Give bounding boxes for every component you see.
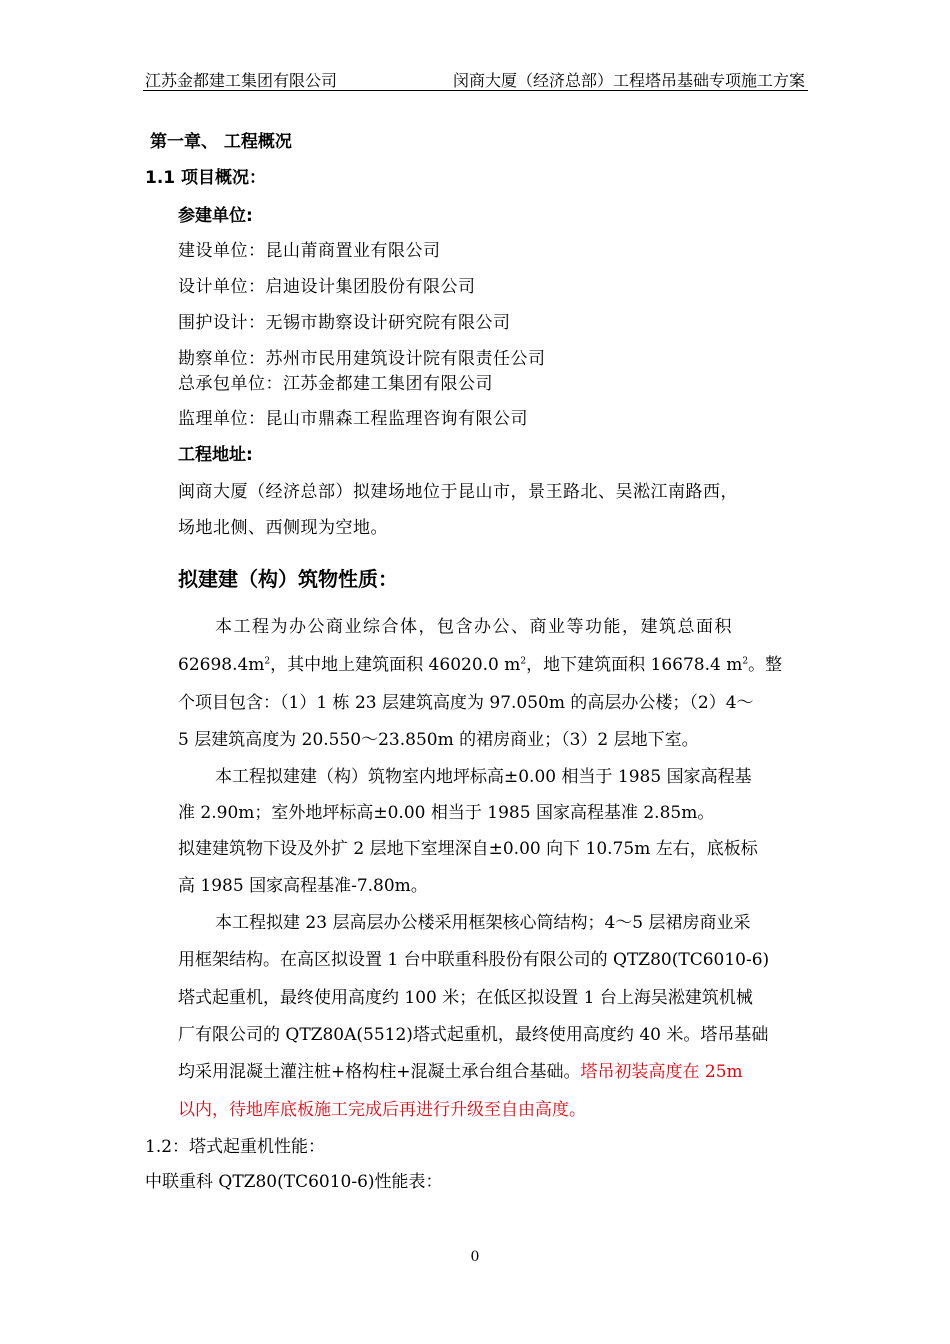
participant-owner: 建设单位：昆山莆商置业有限公司 xyxy=(178,241,441,261)
performance-table-caption: 中联重科 QTZ80(TC6010-6)性能表： xyxy=(145,1172,443,1192)
address-line-1: 闽商大厦（经济总部）拟建场地位于昆山市，景王路北、吴淞江南路西， xyxy=(178,482,738,502)
initial-height-note: 塔吊初装高度在 25m xyxy=(580,1062,743,1082)
para1-line2 xyxy=(178,650,782,675)
section-1-2-heading: 1.2：塔式起重机性能： xyxy=(145,1137,326,1157)
foundation-type: 均采用混凝土灌注桩+格构柱+混凝土承台组合基础。 xyxy=(178,1062,581,1082)
para4-line4: 厂有限公司的 QTZ80A(5512)塔式起重机，最终使用高度约 40 米。塔吊基础 xyxy=(178,1025,769,1045)
header-divider xyxy=(143,90,808,91)
page-number: 0 xyxy=(470,1249,480,1265)
participant-survey: 勘察单位：苏州市民用建筑设计院有限责任公司 xyxy=(178,349,546,369)
above-ground-area: ，其中地上建筑面积 46020.0 m xyxy=(270,655,521,675)
para2-line2: 准 2.90m；室外地坪标高±0.00 相当于 1985 国家高程基准 2.85m。 xyxy=(178,803,715,823)
area-unit-superscript: 2 xyxy=(264,656,271,667)
para4-line3: 塔式起重机，最终使用高度约 100 米；在低区拟设置 1 台上海吴淞建筑机械 xyxy=(178,988,753,1008)
address-heading: 工程地址: xyxy=(178,445,253,465)
section-1-1-heading: 1.1 项目概况： xyxy=(145,168,267,188)
underground-area: ，地下建筑面积 16678.4 m xyxy=(526,655,743,675)
area-unit-superscript: 2 xyxy=(742,656,749,667)
participant-supervisor: 监理单位：昆山市鼎森工程监理咨询有限公司 xyxy=(178,409,528,429)
para3-line1: 拟建建筑物下设及外扩 2 层地下室埋深自±0.00 向下 10.75m 左右，底板标 xyxy=(178,839,758,859)
para4-line6: 以内，待地库底板施工完成后再进行升级至自由高度。 xyxy=(178,1100,586,1120)
para3-line2: 高 1985 国家高程基准-7.80m。 xyxy=(178,876,428,896)
header-document-title: 闵商大厦（经济总部）工程塔吊基础专项施工方案 xyxy=(452,71,805,90)
para1-line3: 个项目包含：（1）1 栋 23 层建筑高度为 97.050m 的高层办公楼；（2）4～ xyxy=(178,693,754,713)
chapter-title: 第一章、 工程概况 xyxy=(150,132,292,152)
para4-line2: 用框架结构。在高区拟设置 1 台中联重科股份有限公司的 QTZ80(TC6010-6) xyxy=(178,950,770,970)
area-unit-superscript: 2 xyxy=(520,656,527,667)
participants-heading: 参建单位: xyxy=(178,206,253,226)
address-line-2: 场地北侧、西侧现为空地。 xyxy=(178,518,388,538)
para1-line4: 5 层建筑高度为 20.550～23.850m 的裙房商业；（3）2 层地下室。 xyxy=(178,730,699,750)
para4-line5 xyxy=(178,1057,743,1082)
participant-enclosure-design: 围护设计：无锡市勘察设计研究院有限公司 xyxy=(178,313,511,333)
participant-general-contractor: 总承包单位：江苏金都建工集团有限公司 xyxy=(178,374,493,394)
participant-designer: 设计单位：启迪设计集团股份有限公司 xyxy=(178,277,476,297)
building-nature-heading: 拟建建（构）筑物性质： xyxy=(178,567,398,591)
header-company: 江苏金都建工集团有限公司 xyxy=(145,71,338,90)
para1-line1: 本工程为办公商业综合体，包含办公、商业等功能，建筑总面积 xyxy=(215,617,733,637)
total-area: 62698.4m xyxy=(178,655,265,675)
para4-line1: 本工程拟建 23 层高层办公楼采用框架核心筒结构；4～5 层裙房商业采 xyxy=(215,913,751,933)
para1-line2-end: 。整 xyxy=(748,655,783,675)
para2-line1: 本工程拟建建（构）筑物室内地坪标高±0.00 相当于 1985 国家高程基 xyxy=(215,767,752,787)
